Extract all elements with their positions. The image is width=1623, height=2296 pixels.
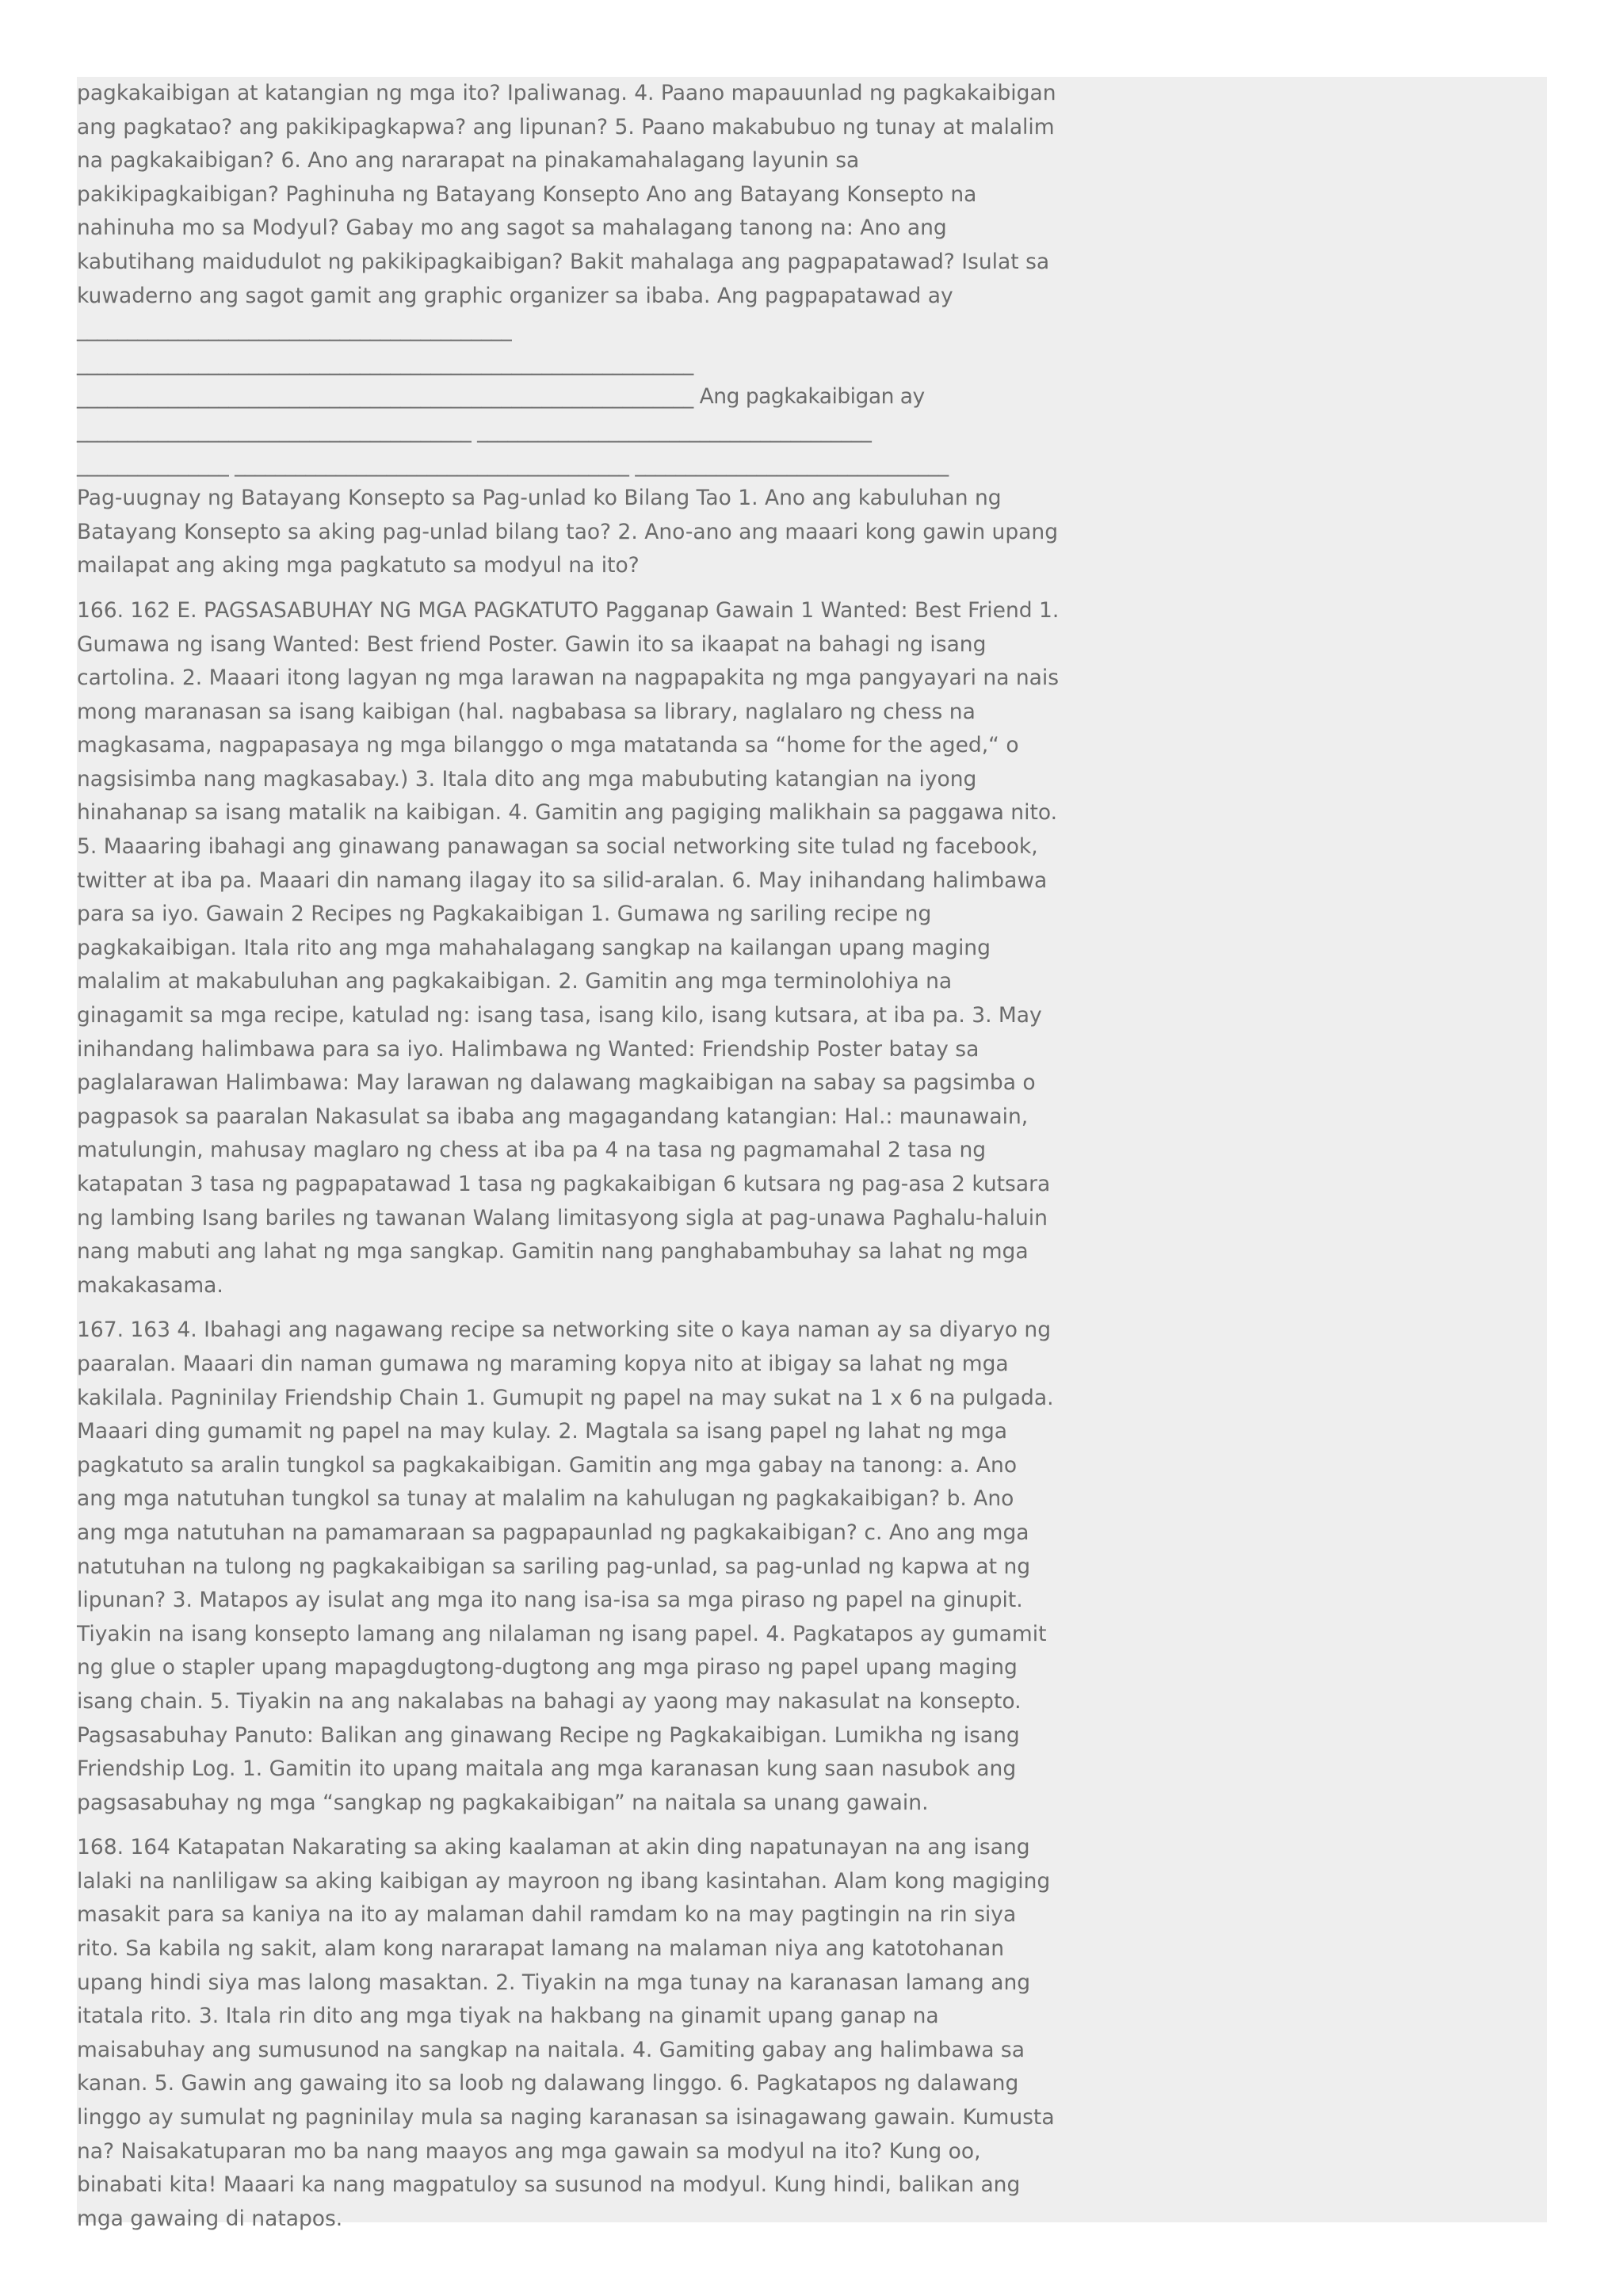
- answer-blank-line: _______________ _______________________________________ _______________________________: [77, 452, 949, 477]
- paragraph-page-167: 167. 163 4. Ibahagi ang nagawang recipe sa networking site o kaya naman ay sa diyaryo ng paaralan. Maaari din naman gumawa ng maraming kopya nito at ibigay sa lahat ng mga kakilala. Pagninilay Friendship Chain 1. Gumupit ng papel na may sukat na 1 x 6 na pulgada. Maaari ding gumamit ng papel na may kulay. 2. Magtala sa isang papel ng lahat ng mga pagkatuto sa aralin tungkol sa pagkakaibigan. Gamitin ang mga gabay na tanong: a. Ano ang mga natutuhan tungkol sa tunay at malalim na kahulugan ng pagkakaibigan? b. Ano ang mga natutuhan na pamamaraan sa pagpapaunlad ng pagkakaibigan? c. Ano ang mga natutuhan na tulong ng pagkakaibigan sa sariling pag-unlad, sa pag-unlad ng kapwa at ng lipunan? 3. Matapos ay isulat ang mga ito nang isa-isa sa mga piraso ng papel na ginupit. Tiyakin na isang konsepto lamang ang nilalaman ng isang papel. 4. Pagkatapos ay gumamit ng glue o stapler upang mapagdugtong-dugtong ang mga piraso ng papel upang maging isang chain. 5. Tiyakin na ang nakalabas na bahagi ay yaong may nakasulat na konsepto. Pagsasabuhay Panuto: Balikan ang ginawang Recipe ng Pagkakaibigan. Lumikha ng isang Friendship Log. 1. Gamitin ito upang maitala ang mga karanasan kung saan nasubok ang pagsasabuhay ng mga “sangkap ng pagkakaibigan” na naitala sa unang gawain.: [77, 1318, 1054, 1815]
- document-page: [77, 77, 1547, 2231]
- paragraph-page-166: 166. 162 E. PAGSASABUHAY NG MGA PAGKATUTO Pagganap Gawain 1 Wanted: Best Friend 1. Gumawa ng isang Wanted: Best friend Poster. Gawin ito sa ikaapat na bahagi ng isang cartolina. 2. Maaari itong lagyan ng mga larawan na nagpapakita ng mga pangyayari na nais mong maranasan sa isang kaibigan (hal. nagbabasa sa library, naglalaro ng chess na magkasama, nagpapasaya ng mga bilanggo o mga matatanda sa “home for the aged,“ o nagsisimba nang magkasabay.) 3. Itala dito ang mga mabubuting katangian na iyong hinahanap sa isang matalik na kaibigan. 4. Gamitin ang pagiging malikhain sa paggawa nito. 5. Maaaring ibahagi ang ginawang panawagan sa social networking site tulad ng facebook, twitter at iba pa. Maaari din namang ilagay ito sa silid-aralan. 6. May inihandang halimbawa para sa iyo. Gawain 2 Recipes ng Pagkakaibigan 1. Gumawa ng sariling recipe ng pagkakaibigan. Itala rito ang mga mahahalagang sangkap na kailangan upang maging malalim at makabuluhan ang pagkakaibigan. 2. Gamitin ang mga terminolohiya na ginagamit sa mga recipe, katulad ng: isang tasa, isang kilo, isang kutsara, at iba pa. 3. May inihandang halimbawa para sa iyo. Halimbawa ng Wanted: Friendship Poster batay sa paglalarawan Halimbawa: May larawan ng dalawang magkaibigan na sabay sa pagsimba o pagpasok sa paaralan Nakasulat sa ibaba ang magagandang katangian: Hal.: maunawain, matulungin, mahusay maglaro ng chess at iba pa 4 na tasa ng pagmamahal 2 tasa ng katapatan 3 tasa ng pagpapatawad 1 tasa ng pagkakaibigan 6 kutsara ng pag-asa 2 kutsara ng lambing Isang bariles ng tawanan Walang limitasyong sigla at pag-unawa Paghalu-haluin nang mabuti ang lahat ng mga sangkap. Gamitin nang panghabambuhay sa lahat ng mga makakasama.: [77, 597, 1060, 1298]
- paragraph-page-168: 168. 164 Katapatan Nakarating sa aking kaalaman at akin ding napatunayan na ang isang lalaki na nanliligaw sa aking kaibigan ay mayroon ng ibang kasintahan. Alam kong magiging masakit para sa kaniya na ito ay malaman dahil ramdam ko na may pagtingin na rin siya rito. Sa kabila ng sakit, alam kong nararapat lamang na malaman niya ang katotohanan upang hindi siya mas lalong masaktan. 2. Tiyakin na mga tunay na karanasan lamang ang itatala rito. 3. Itala rin dito ang mga tiyak na hakbang na ginamit upang ganap na maisabuhay ang sumusunod na sangkap na naitala. 4. Gamiting gabay ang halimbawa sa kanan. 5. Gawin ang gawaing ito sa loob ng dalawang linggo. 6. Pagkatapos ng dalawang linggo ay sumulat ng pagninilay mula sa naging karanasan sa isinagawang gawain. Kumusta na? Naisakatuparan mo ba nang maayos ang mga gawain sa modyul na ito? Kung oo, binabati kita! Maaari ka nang magpatuloy sa susunod na modyul. Kung hindi, balikan ang mga gawaing di natapos.: [77, 1835, 1055, 2231]
- answer-blank-line: _____________________________________________________________ Ang pagkakaibigan ay: [77, 384, 925, 410]
- paragraph-text-intro: pagkakaibigan at katangian ng mga ito? Ipaliwanag. 4. Paano mapauunlad ng pagkakaibigan ang pagkatao? ang pakikipagkapwa? ang lipunan? 5. Paano makabubuo ng tunay at malalim na pagkakaibigan? 6. Ano ang nararapat na pinakamahalagang layunin sa pakikipagkaibigan? Paghinuha ng Batayang Konsepto Ano ang Batayang Konsepto na nahinuha mo sa Modyul? Gabay mo ang sagot sa mahalagang tanong na: Ano ang kabutihang maidudulot ng pakikipagkaibigan? Bakit mahalaga ang pagpapatawad? Isulat sa kuwaderno ang sagot gamit ang graphic organizer sa ibaba. Ang pagpapatawad ay: [77, 81, 1056, 308]
- paragraph-text-pag-uugnay: Pag-uugnay ng Batayang Konsepto sa Pag-unlad ko Bilang Tao 1. Ano ang kabuluhan ng Batayang Konsepto sa aking pag-unlad bilang tao? 2. Ano-ano ang maaari kong gawin upang mailapat ang aking mga pagkatuto sa modyul na ito?: [77, 486, 1059, 578]
- answer-blank-line: ___________________________________________: [77, 317, 512, 342]
- answer-blank-line: _______________________________________ _______________________________________: [77, 418, 872, 443]
- answer-blank-line: _____________________________________________________________: [77, 350, 693, 376]
- paragraph-batayang-konsepto: [77, 77, 1060, 583]
- document-body: [77, 77, 1060, 2247]
